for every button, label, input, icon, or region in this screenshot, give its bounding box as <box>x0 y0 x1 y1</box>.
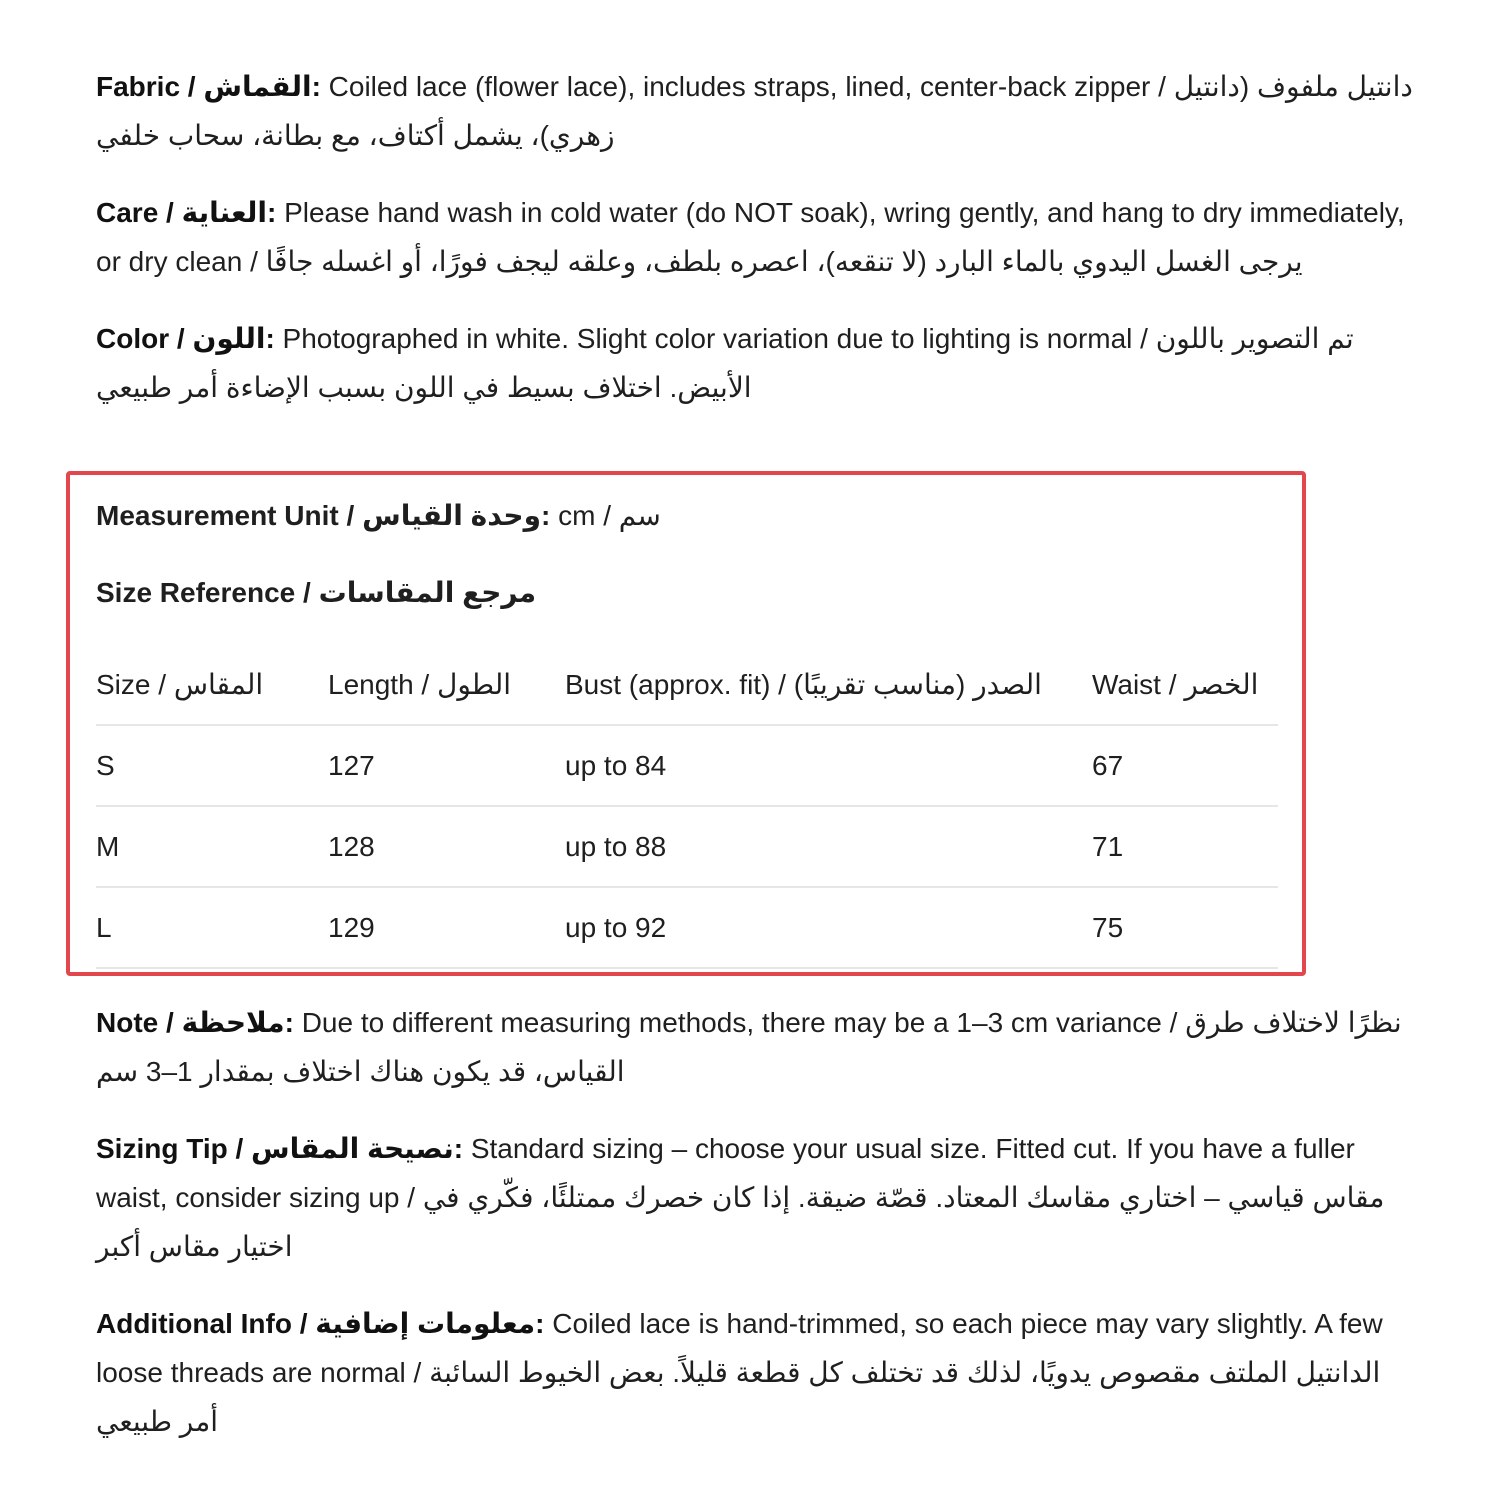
table-row <box>96 887 1278 968</box>
measurement-unit-label: Measurement Unit / وحدة القياس: <box>96 500 551 531</box>
additional-info-label: Additional Info / معلومات إضافية: <box>96 1308 545 1339</box>
cell-waist: 75 <box>1092 887 1278 968</box>
cell-waist: 67 <box>1092 725 1278 806</box>
cell-length: 129 <box>328 887 565 968</box>
sizing-tip-label: Sizing Tip / نصيحة المقاس: <box>96 1133 464 1164</box>
cell-waist: 71 <box>1092 806 1278 887</box>
note-label: Note / ملاحظة: <box>96 1007 294 1038</box>
header-bust: Bust (approx. fit) / الصدر (مناسب تقريبًا) <box>565 644 1092 725</box>
fabric-paragraph <box>96 62 1426 160</box>
color-label: Color / اللون: <box>96 323 275 354</box>
product-details-upper <box>96 62 1426 440</box>
table-row <box>96 725 1278 806</box>
cell-size: L <box>96 887 328 968</box>
header-length: Length / الطول <box>328 644 565 725</box>
product-details-lower <box>96 998 1426 1474</box>
fabric-text: Coiled lace (flower lace), includes straps, lined, center-back zipper / دانتيل ملفوف (دانتيل زهري)، يشمل أكتاف، مع بطانة، سحاب خلفي <box>96 71 1413 151</box>
care-text: Please hand wash in cold water (do NOT soak), wring gently, and hang to dry immediately, or dry clean / يرجى الغسل اليدوي بالماء البارد (لا تنقعه)، اعصره بلطف، وعلقه ليجف فورًا، أو اغسله جافًا <box>96 197 1405 277</box>
size-section <box>96 491 1286 617</box>
measurement-unit-value: cm / سم <box>550 500 661 531</box>
sizing-tip-paragraph <box>96 1124 1426 1271</box>
note-paragraph <box>96 998 1426 1096</box>
care-paragraph <box>96 188 1426 286</box>
additional-info-paragraph <box>96 1299 1426 1446</box>
size-reference-title: Size Reference / مرجع المقاسات <box>96 577 537 608</box>
header-waist: Waist / الخصر <box>1092 644 1278 725</box>
cell-length: 128 <box>328 806 565 887</box>
additional-info-text: Coiled lace is hand-trimmed, so each piece may vary slightly. A few loose threads are normal / الدانتيل الملتف مقصوص يدويًا، لذلك قد تختلف كل قطعة قليلاً. بعض الخيوط السائبة أمر طبيعي <box>96 1308 1383 1437</box>
note-text: Due to different measuring methods, there may be a 1–3 cm variance / نظرًا لاختلاف طرق القياس، قد يكون هناك اختلاف بمقدار 1–3 سم <box>96 1007 1402 1087</box>
cell-length: 127 <box>328 725 565 806</box>
header-size: Size / المقاس <box>96 644 328 725</box>
size-table-header-row <box>96 644 1278 725</box>
cell-size: S <box>96 725 328 806</box>
color-text: Photographed in white. Slight color variation due to lighting is normal / تم التصوير باللون الأبيض. اختلاف بسيط في اللون بسبب الإضاءة أمر طبيعي <box>96 323 1354 403</box>
fabric-label: Fabric / القماش: <box>96 71 321 102</box>
cell-size: M <box>96 806 328 887</box>
sizing-tip-text: Standard sizing – choose your usual size. Fitted cut. If you have a fuller waist, consider sizing up / مقاس قياسي – اختاري مقاسك المعتاد. قصّة ضيقة. إذا كان خصرك ممتلئًا، فكّري في اختيار مقاس أكبر <box>96 1133 1385 1262</box>
measurement-unit-line <box>96 491 1286 540</box>
care-label: Care / العناية: <box>96 197 277 228</box>
cell-bust: up to 92 <box>565 887 1092 968</box>
cell-bust: up to 88 <box>565 806 1092 887</box>
table-row <box>96 806 1278 887</box>
size-table <box>96 644 1278 969</box>
color-paragraph <box>96 314 1426 412</box>
cell-bust: up to 84 <box>565 725 1092 806</box>
